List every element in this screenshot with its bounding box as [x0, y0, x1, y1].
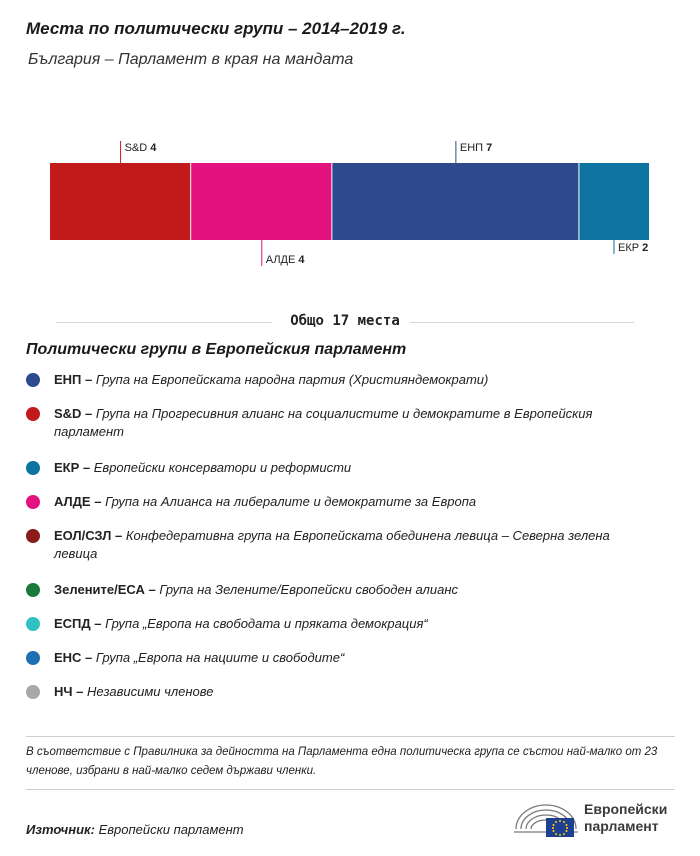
bar-label-value-0: 4	[150, 142, 157, 154]
total-seats-row	[56, 311, 634, 333]
legend-text	[54, 581, 654, 599]
legend-color-dot	[26, 529, 40, 543]
source	[26, 822, 244, 837]
legend-abbr: S&D –	[54, 406, 93, 421]
note-divider-bottom	[26, 789, 675, 790]
logo-text	[584, 801, 667, 835]
legend-color-dot	[26, 407, 40, 421]
legend-description: Група на Прогресивния алианс на социалистите и демократите в Европейския парламент	[54, 406, 593, 439]
bar-label-2	[460, 142, 492, 154]
legend-abbr: АЛДЕ –	[54, 494, 102, 509]
legend-text	[54, 459, 654, 477]
eu-parliament-emblem-icon	[512, 799, 580, 839]
legend-text	[54, 493, 654, 511]
legend-abbr: ЕНС –	[54, 650, 93, 665]
legend-abbr: Зелените/ЕСА –	[54, 582, 156, 597]
bar-segment-3	[579, 163, 649, 240]
legend-color-dot	[26, 373, 40, 387]
bar-label-0	[125, 142, 158, 154]
bar-label-name-3: ЕКР	[618, 242, 643, 254]
legend-text	[54, 649, 654, 667]
legend-color-dot	[26, 685, 40, 699]
total-divider-right	[410, 322, 634, 323]
logo-line-1: Европейски	[584, 801, 668, 817]
legend-abbr: ЕСПД –	[54, 616, 102, 631]
legend-color-dot	[26, 495, 40, 509]
legend-color-dot	[26, 461, 40, 475]
bar-segment-0	[50, 163, 190, 240]
ep-logo	[512, 799, 682, 839]
legend-text	[54, 683, 654, 701]
legend-text	[54, 615, 654, 633]
legend-description: Група на Алианса на либералите и демократите за Европа	[101, 494, 477, 509]
legend-text	[54, 405, 654, 441]
legend-title: Политически групи в Европейския парламент	[26, 341, 407, 358]
legend-color-dot	[26, 583, 40, 597]
bar-label-value-2: 7	[486, 142, 493, 154]
legend-abbr: НЧ –	[54, 684, 84, 699]
bar-label-1	[266, 254, 306, 266]
bar-segment-2	[332, 163, 578, 240]
chart-subtitle: България – Парламент в края на мандата	[28, 51, 354, 68]
bar-label-3	[618, 242, 648, 254]
legend-abbr: ЕНП –	[54, 372, 93, 387]
bar-segment-1	[191, 163, 331, 240]
footnote: В съответствие с Правилника за дейността на Парламента една политическа група се състои най-малко от 23 членове, избрани в най-малко седем държави членки.	[26, 746, 658, 777]
bar-label-name-0: S&D	[124, 142, 151, 154]
legend-text	[54, 371, 654, 389]
chart-title: Места по политически групи – 2014–2019 г.	[26, 19, 406, 38]
source-value: Европейски парламент	[98, 822, 244, 837]
legend-color-dot	[26, 617, 40, 631]
stacked-bar-chart	[0, 130, 700, 280]
legend-description: Европейски консерватори и реформисти	[90, 460, 352, 475]
legend-description: Група на Зелените/Европейски свободен алианс	[155, 582, 459, 597]
bar-label-value-3: 2	[642, 242, 649, 254]
legend-description: Независими членове	[83, 684, 214, 699]
source-label: Източник:	[26, 822, 95, 837]
bar-label-name-2: ЕНП	[459, 142, 487, 154]
legend-text	[54, 527, 654, 563]
legend-description: Група на Европейската народна партия (Християндемократи)	[92, 372, 489, 387]
bar-label-value-1: 4	[298, 254, 305, 266]
bar-label-name-1: АЛДЕ	[265, 254, 299, 266]
total-seats-label: Общо 17 места	[290, 313, 400, 329]
legend-abbr: ЕКР –	[54, 460, 91, 475]
note-divider-top	[26, 736, 675, 737]
logo-line-2: парламент	[584, 818, 659, 834]
legend-abbr: ЕОЛ/СЗЛ –	[54, 528, 123, 543]
legend-description: Конфедеративна група на Европейската обединена левица – Северна зелена левица	[54, 528, 610, 561]
legend-description: Група „Европа на свободата и пряката демокрация“	[101, 616, 428, 631]
legend-description: Група „Европа на нациите и свободите“	[92, 650, 345, 665]
legend-color-dot	[26, 651, 40, 665]
